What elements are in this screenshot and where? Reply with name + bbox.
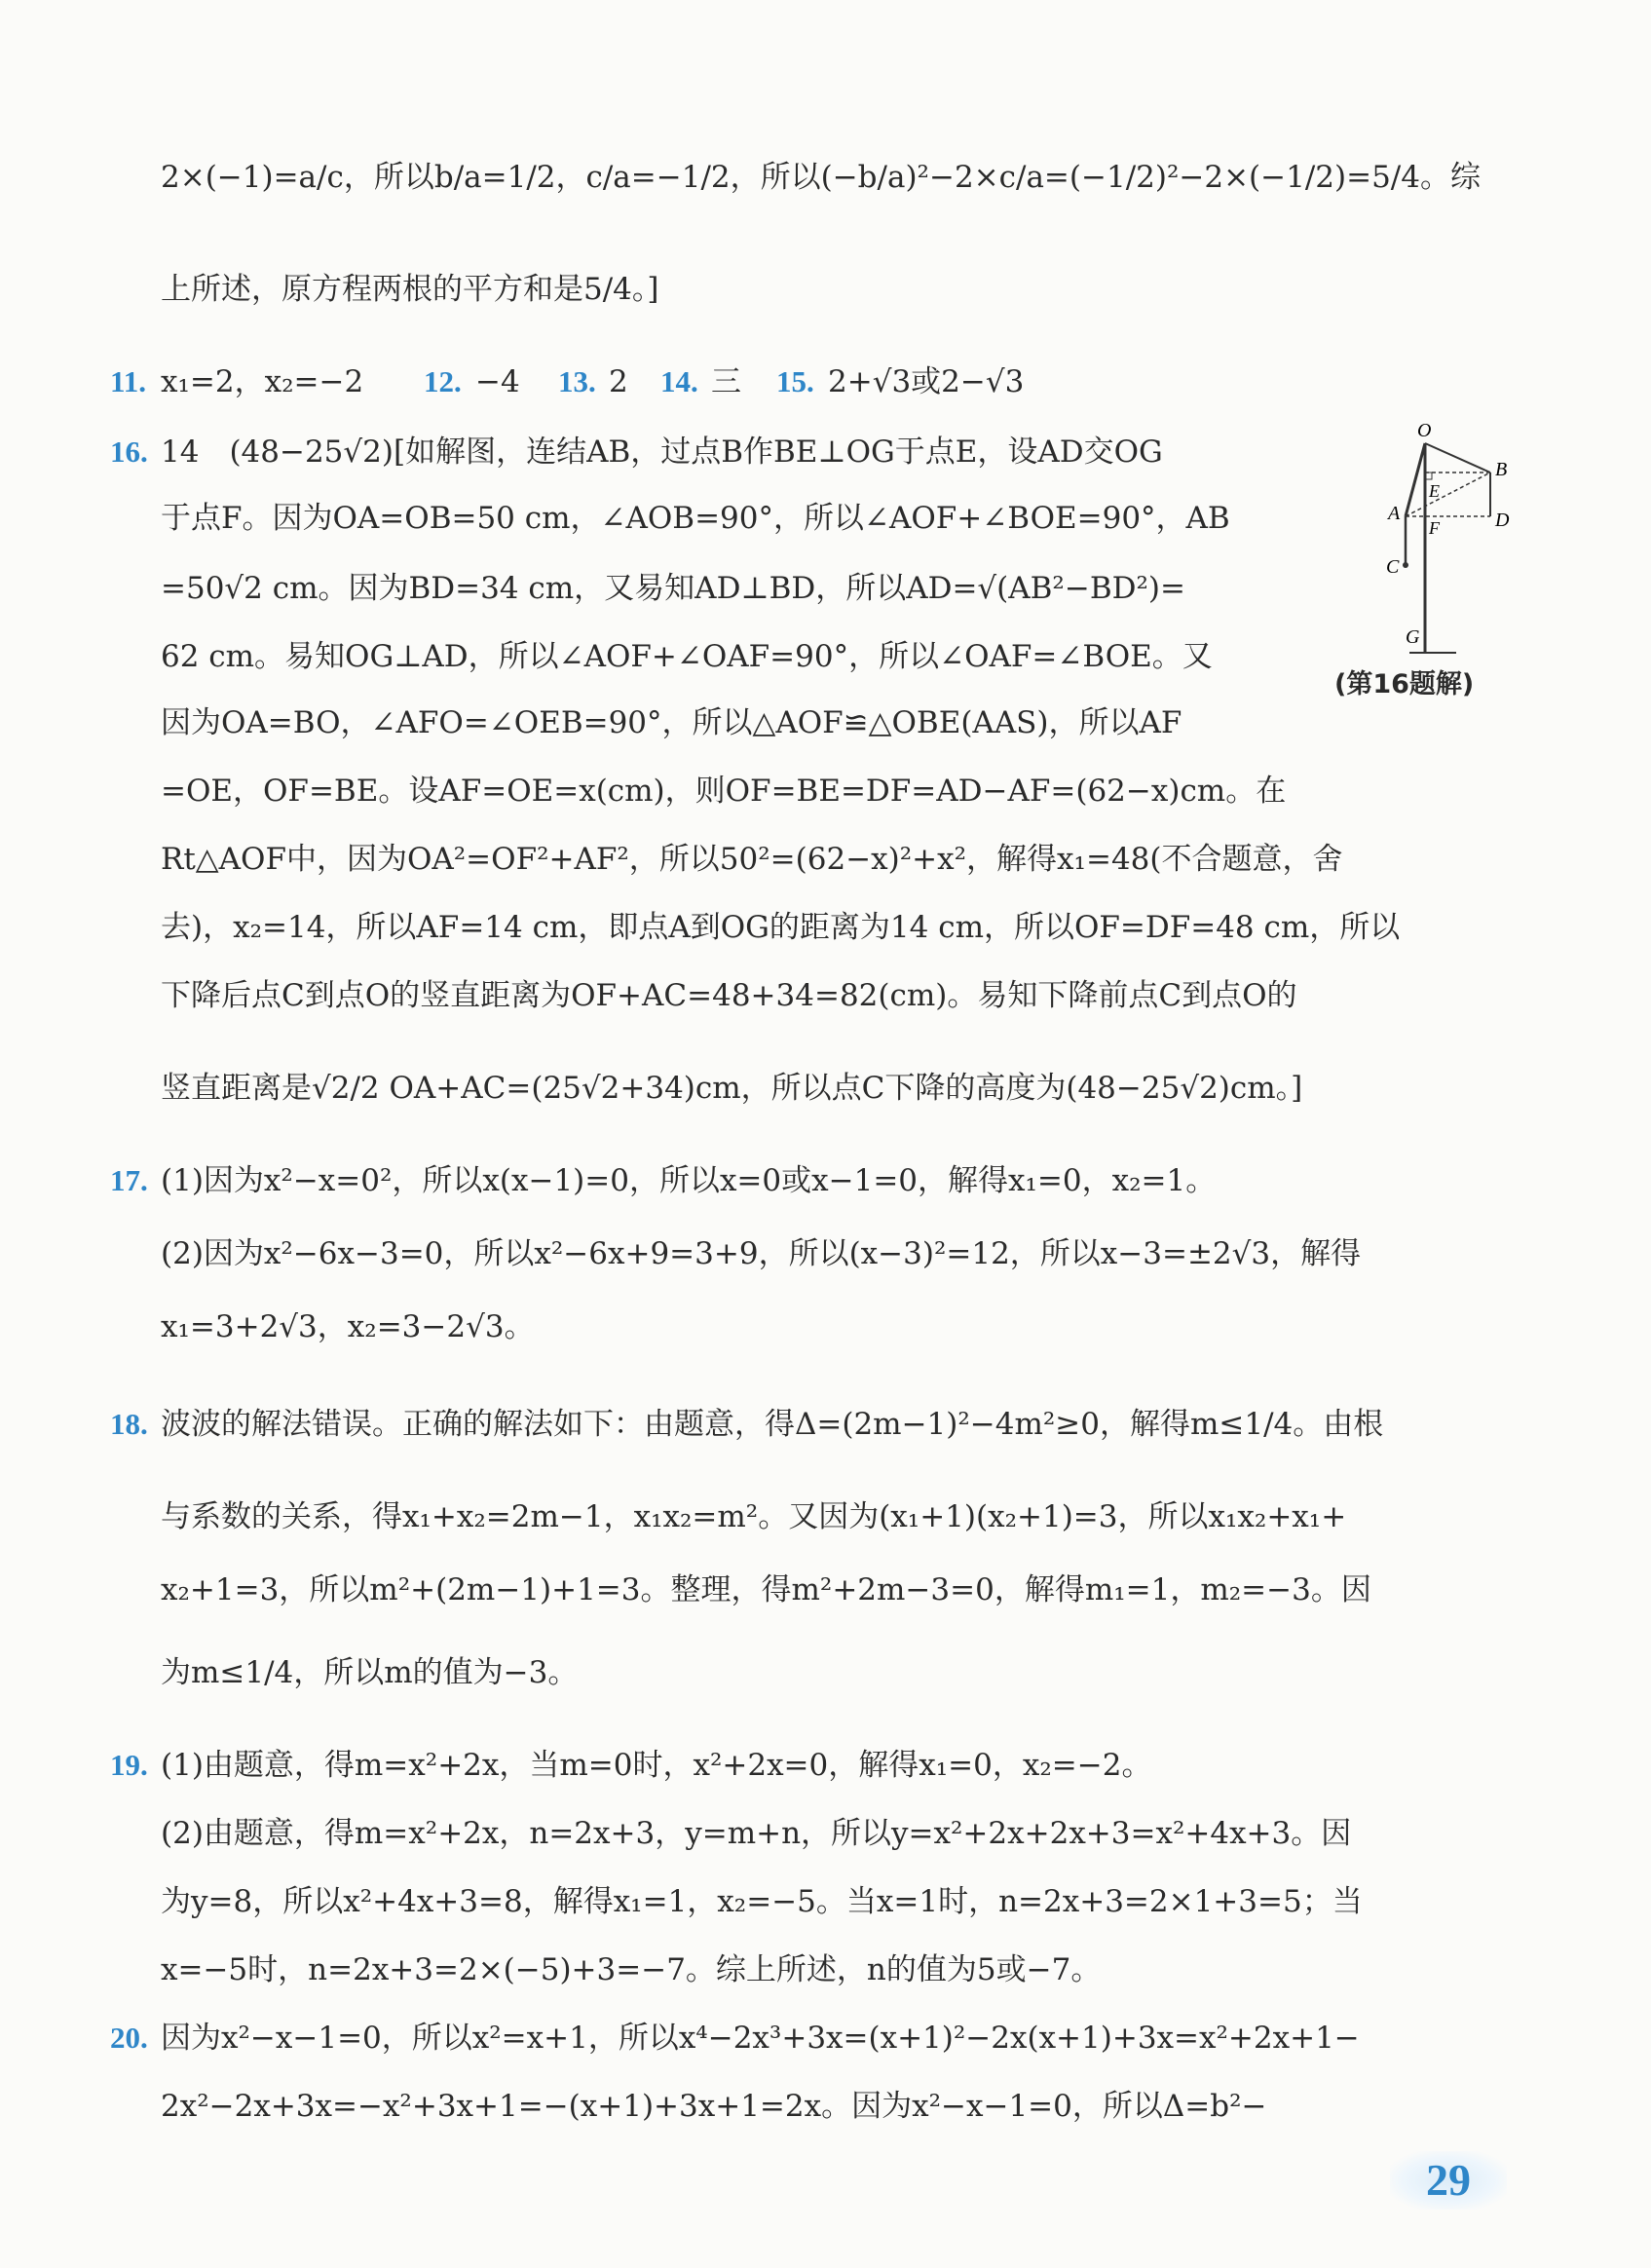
- text-line: 波波的解法错误。正确的解法如下：由题意，得Δ=(2m−1)²−4m²≥0，解得m≤1/4。由根: [161, 1407, 1384, 1442]
- question-number: 14.: [660, 364, 698, 398]
- text-line: 2×(−1)=a/c，所以b/a=1/2，c/a=−1/2，所以(−b/a)²−2×c/a=(−1/2)²−2×(−1/2)=5/4。综: [161, 160, 1481, 195]
- question-number: 17.: [110, 1163, 148, 1197]
- question-number: 18.: [110, 1407, 148, 1441]
- label-B: B: [1495, 459, 1508, 480]
- question-number: 12.: [424, 364, 462, 398]
- text-line: x=−5时，n=2x+3=2×(−5)+3=−7。综上所述，n的值为5或−7。: [161, 1952, 1102, 1987]
- segment-AB: [1406, 472, 1490, 516]
- answer-12: −4: [475, 364, 520, 399]
- text-line: =OE，OF=BE。设AF=OE=x(cm)，则OF=BE=DF=AD−AF=(62−x)cm。在: [161, 774, 1287, 809]
- figure-caption: (第16题解): [1334, 669, 1475, 699]
- text-line: 14 (48−25√2)[如解图，连结AB，过点B作BE⊥OG于点E，设AD交OG: [161, 435, 1163, 470]
- text-line: 上所述，原方程两根的平方和是5/4。]: [161, 272, 659, 307]
- segment-OB: [1425, 443, 1490, 472]
- text-line: 2x²−2x+3x=−x²+3x+1=−(x+1)+3x+1=2x。因为x²−x−1=0，所以Δ=b²−: [161, 2089, 1267, 2124]
- segment-OA: [1406, 443, 1425, 516]
- text-line: 因为x²−x−1=0，所以x²=x+1，所以x⁴−2x³+3x=(x+1)²−2x(x+1)+3x=x²+2x+1−: [161, 2021, 1360, 2056]
- label-A: A: [1388, 503, 1401, 524]
- text-line: 因为OA=BO，∠AFO=∠OEB=90°，所以△AOF≌△OBE(AAS)，所以AF: [161, 705, 1182, 740]
- text-line: 下降后点C到点O的竖直距离为OF+AC=48+34=82(cm)。易知下降前点C到点O的: [161, 978, 1297, 1013]
- question-number: 19.: [110, 1748, 148, 1782]
- text-line: Rt△AOF中，因为OA²=OF²+AF²，所以50²=(62−x)²+x²，解得x₁=48(不合题意，舍: [161, 842, 1343, 877]
- text-line: 竖直距离是√2/2 OA+AC=(25√2+34)cm，所以点C下降的高度为(48−25√2)cm。]: [161, 1071, 1303, 1106]
- answer-14: 三: [711, 364, 741, 399]
- answer-11: x₁=2，x₂=−2: [161, 364, 364, 399]
- label-D: D: [1495, 510, 1510, 531]
- label-O: O: [1417, 420, 1432, 441]
- label-E: E: [1429, 481, 1440, 501]
- label-C: C: [1386, 556, 1400, 578]
- answer-13: 2: [609, 364, 628, 399]
- text-line: =50√2 cm。因为BD=34 cm，又易知AD⊥BD，所以AD=√(AB²−BD²)=: [161, 571, 1185, 606]
- text-line: 与系数的关系，得x₁+x₂=2m−1，x₁x₂=m²。又因为(x₁+1)(x₂+1)=3，所以x₁x₂+x₁+: [161, 1499, 1347, 1534]
- label-G: G: [1406, 626, 1420, 648]
- text-line: (2)由题意，得m=x²+2x，n=2x+3，y=m+n，所以y=x²+2x+2x+3=x²+4x+3。因: [161, 1816, 1352, 1851]
- text-line: (1)由题意，得m=x²+2x，当m=0时，x²+2x=0，解得x₁=0，x₂=−2。: [161, 1748, 1152, 1783]
- text-line: 去)，x₂=14，所以AF=14 cm，即点A到OG的距离为14 cm，所以OF=DF=48 cm，所以: [161, 910, 1401, 945]
- label-F: F: [1429, 518, 1440, 538]
- question-number: 15.: [776, 364, 814, 398]
- geometry-figure: [1349, 419, 1515, 692]
- question-number: 11.: [110, 364, 147, 398]
- text-line: 62 cm。易知OG⊥AD，所以∠AOF+∠OAF=90°，所以∠OAF=∠BOE。又: [161, 639, 1213, 674]
- question-number: 16.: [110, 435, 148, 469]
- page-number: 29: [1390, 2151, 1507, 2210]
- text-line: x₂+1=3，所以m²+(2m−1)+1=3。整理，得m²+2m−3=0，解得m₁=1，m₂=−3。因: [161, 1572, 1371, 1607]
- text-line: x₁=3+2√3，x₂=3−2√3。: [161, 1309, 535, 1344]
- question-number: 20.: [110, 2021, 148, 2055]
- question-number: 13.: [558, 364, 596, 398]
- text-line: 于点F。因为OA=OB=50 cm，∠AOB=90°，所以∠AOF+∠BOE=90°，AB: [161, 501, 1230, 536]
- answer-15: 2+√3或2−√3: [828, 364, 1025, 399]
- text-line: 为y=8，所以x²+4x+3=8，解得x₁=1，x₂=−5。当x=1时，n=2x+3=2×1+3=5；当: [161, 1884, 1363, 1919]
- text-line: (1)因为x²−x=0²，所以x(x−1)=0，所以x=0或x−1=0，解得x₁=0，x₂=1。: [161, 1163, 1217, 1198]
- text-line: 为m≤1/4，所以m的值为−3。: [161, 1655, 579, 1690]
- point-C: [1403, 562, 1408, 568]
- text-line: (2)因为x²−6x−3=0，所以x²−6x+9=3+9，所以(x−3)²=12，所以x−3=±2√3，解得: [161, 1236, 1362, 1271]
